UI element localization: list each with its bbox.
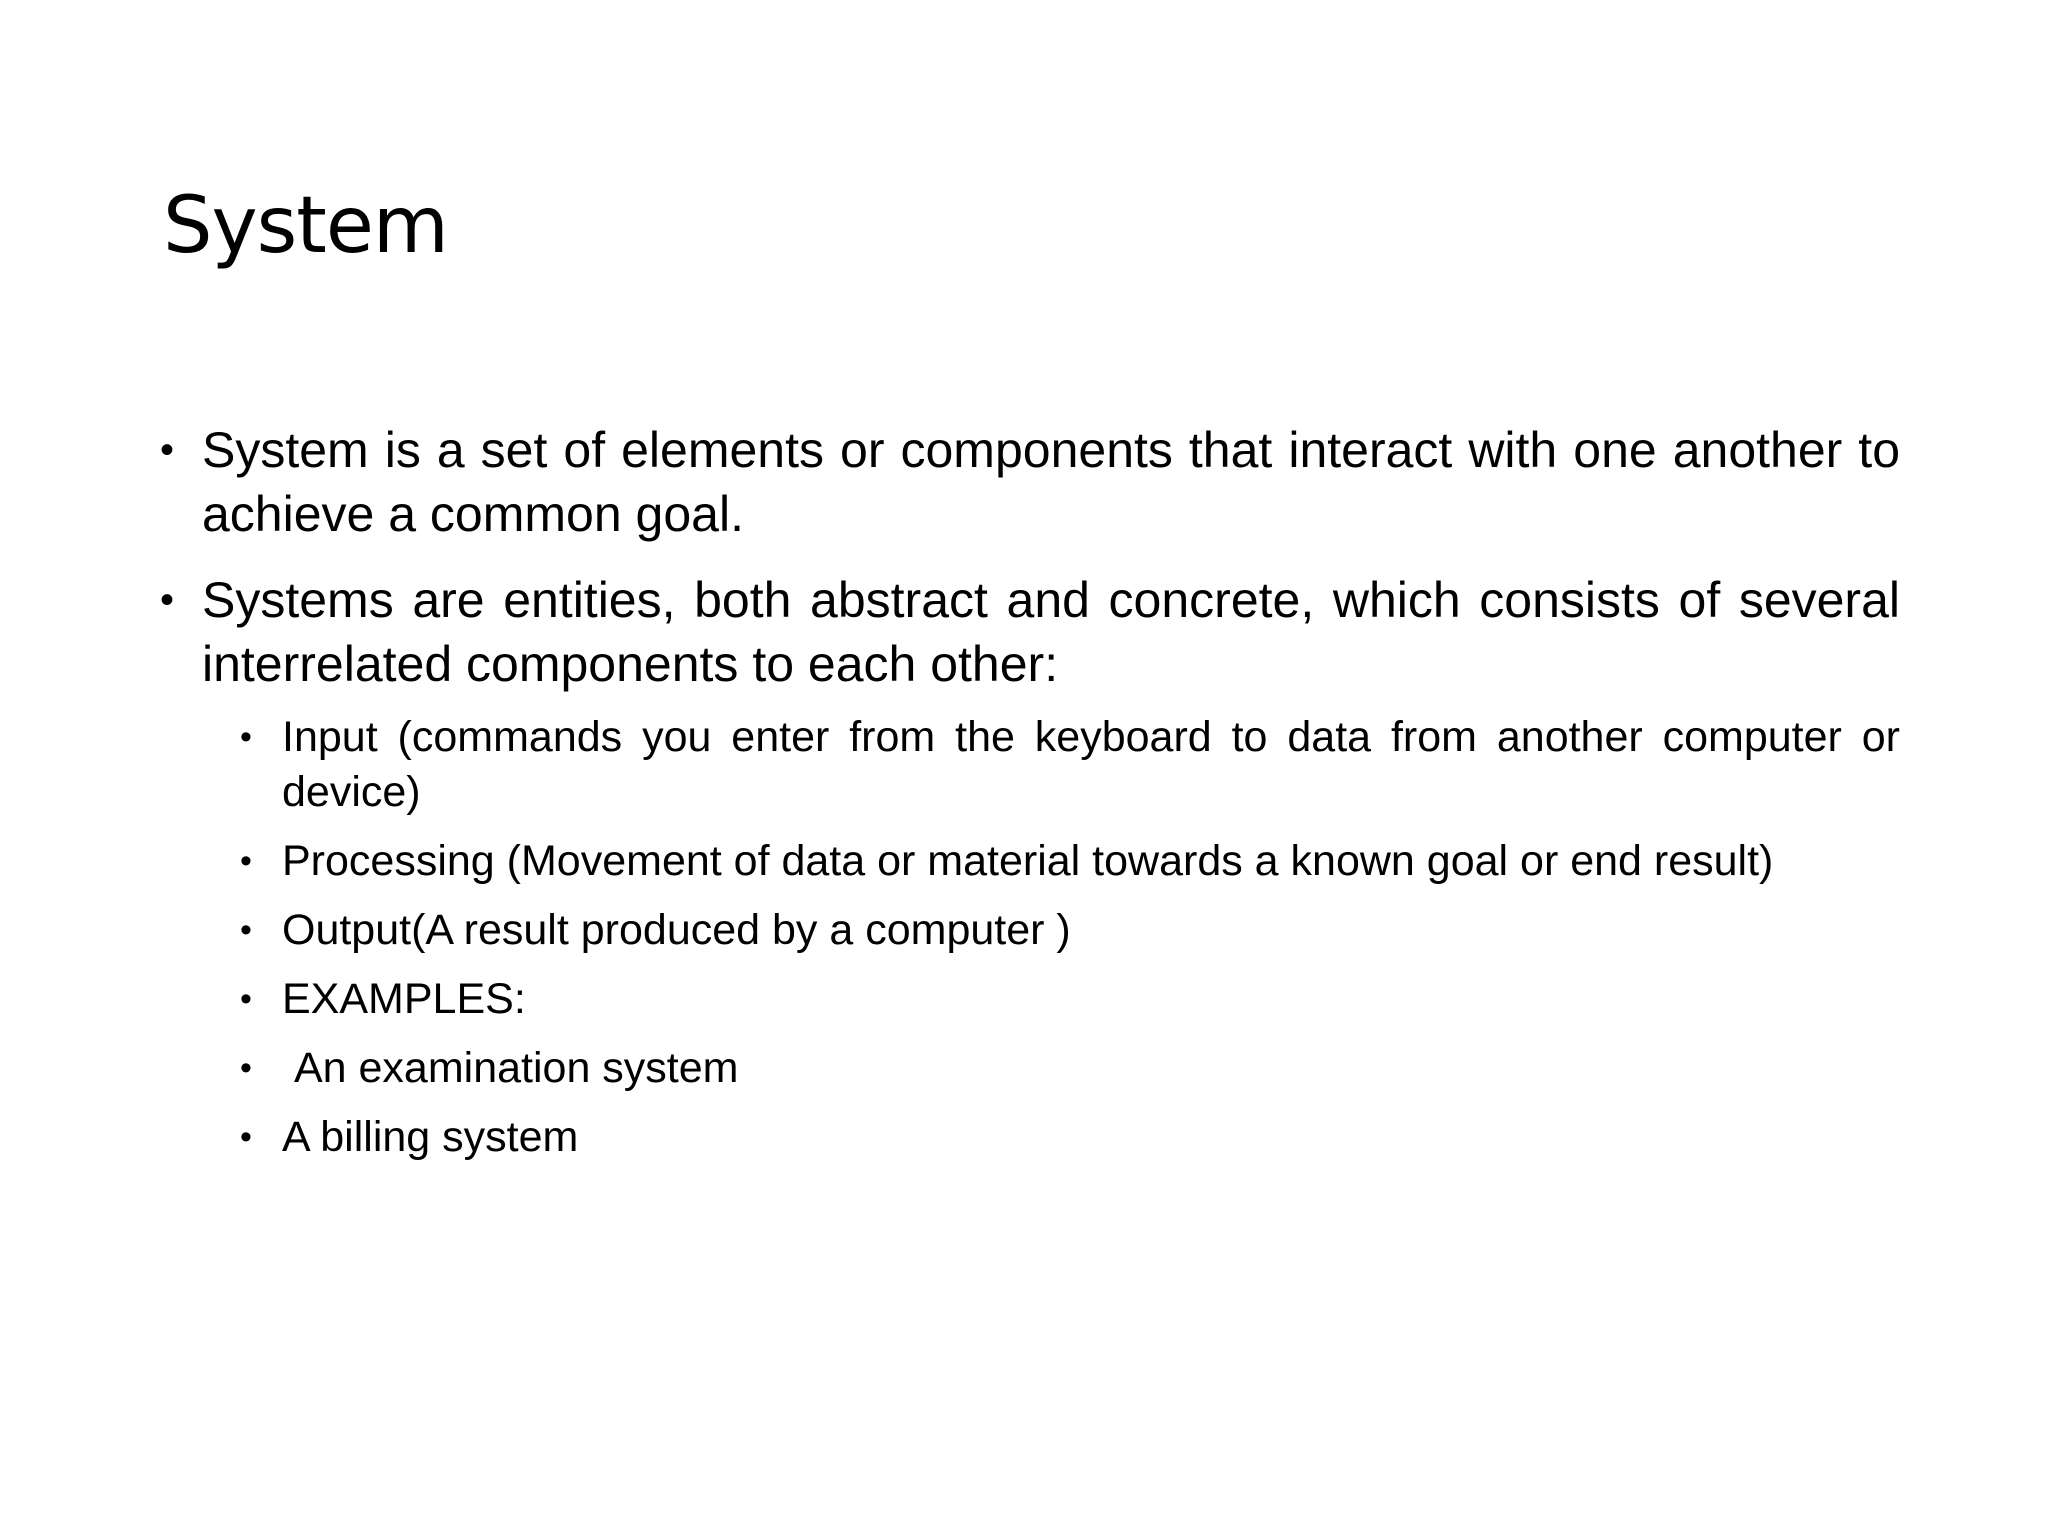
bullet-icon: • bbox=[160, 428, 175, 472]
bullet-icon: • bbox=[240, 911, 252, 949]
sub-bullet-item bbox=[240, 972, 1900, 1027]
slide-title: System bbox=[163, 181, 448, 271]
sub-bullet-text: Output(A result produced by a computer ) bbox=[282, 906, 1071, 954]
slide-content bbox=[160, 418, 1900, 1187]
sub-bullet-item bbox=[240, 710, 1900, 820]
bullet-icon: • bbox=[240, 1118, 252, 1156]
bullet-icon: • bbox=[240, 1049, 252, 1087]
bullet-text: Systems are entities, both abstract and concrete, which consists of several interrelated components to each other: bbox=[202, 572, 1900, 692]
bullet-list bbox=[160, 418, 1900, 1165]
bullet-item bbox=[160, 418, 1900, 546]
bullet-item bbox=[160, 568, 1900, 1165]
bullet-icon: • bbox=[240, 842, 252, 880]
sub-bullet-item bbox=[240, 1041, 1900, 1096]
sub-bullet-text: EXAMPLES: bbox=[282, 975, 526, 1023]
sub-bullet-text: Input (commands you enter from the keyboard to data from another computer or device) bbox=[282, 713, 1900, 816]
sub-bullet-text: An examination system bbox=[282, 1044, 739, 1092]
sub-bullet-item bbox=[240, 903, 1900, 958]
sub-bullet-list bbox=[240, 710, 1900, 1165]
bullet-icon: • bbox=[160, 578, 175, 622]
sub-bullet-item bbox=[240, 834, 1900, 889]
bullet-icon: • bbox=[240, 980, 252, 1018]
bullet-icon: • bbox=[240, 718, 252, 756]
bullet-text: System is a set of elements or components that interact with one another to achieve a common goal. bbox=[202, 422, 1900, 542]
sub-bullet-text: A billing system bbox=[282, 1113, 579, 1161]
sub-bullet-item bbox=[240, 1110, 1900, 1165]
sub-bullet-text: Processing (Movement of data or material towards a known goal or end result) bbox=[282, 837, 1774, 885]
